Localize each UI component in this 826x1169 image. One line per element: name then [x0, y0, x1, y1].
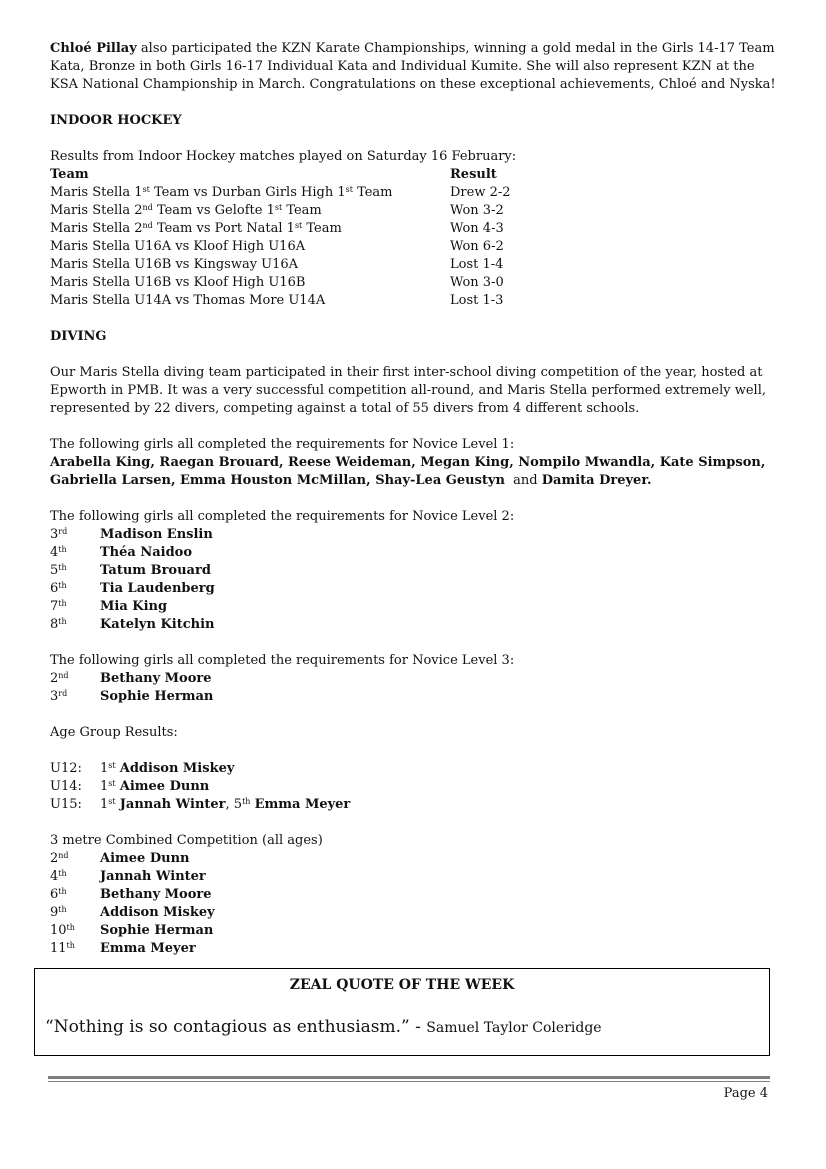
team-cell: [50, 238, 450, 256]
placing-number: 11: [50, 941, 67, 956]
team-cell: [50, 202, 450, 220]
quote-title: ZEAL QUOTE OF THE WEEK: [289, 977, 515, 993]
table-row: [50, 292, 780, 310]
ordinal-suffix: th: [58, 869, 67, 878]
hockey-table-header: [50, 166, 780, 184]
diver-name: Addison Miskey: [100, 905, 215, 920]
diver-name: Tatum Brouard: [100, 563, 211, 578]
diver-name: Emma Meyer: [100, 941, 196, 956]
placing-number: 8: [50, 617, 59, 632]
team-cell: [50, 292, 450, 310]
ordinal-suffix: nd: [58, 851, 69, 860]
level1-last-name: Damita Dreyer.: [541, 473, 652, 488]
placing: [50, 598, 100, 616]
placing-number: 6: [50, 581, 59, 596]
ordinal-suffix: th: [58, 563, 67, 572]
placing-number: 4: [50, 869, 59, 884]
placing-number: 5: [233, 797, 243, 812]
result-cell: Won 6-2: [450, 239, 504, 254]
team-text: Team vs Port Natal 1: [152, 221, 295, 236]
diver-name: Bethany Moore: [100, 887, 212, 902]
diver-name: Addison Miskey: [119, 761, 235, 776]
age-group-result: [100, 778, 209, 796]
result-cell: Won 3-0: [450, 275, 504, 290]
diver-name: Sophie Herman: [100, 689, 214, 704]
team-text: Maris Stella 2: [50, 221, 143, 236]
team-text: Team vs Durban Girls High 1: [149, 185, 346, 200]
table-row: [50, 184, 780, 202]
athlete-name: Chloé Pillay: [50, 41, 137, 56]
list-item: [50, 670, 780, 688]
ordinal-suffix: th: [58, 617, 67, 626]
ordinal-suffix: rd: [58, 689, 68, 698]
ordinal-suffix: nd: [58, 671, 69, 680]
level1-intro: The following girls all completed the requirements for Novice Level 1:: [50, 437, 515, 452]
quote-box: [34, 968, 770, 1056]
list-item: [50, 526, 780, 544]
placing: [50, 562, 100, 580]
placing-number: 2: [50, 851, 59, 866]
list-item: [50, 796, 780, 814]
level1-names: Arabella King, Raegan Brouard, Reese Weideman, Megan King, Nompilo Mwandla, Kate Simpson, Gabriella Larsen, Emma Houston McMillan, Shay-Lea Geustyn: [50, 455, 766, 488]
placing-number: 1: [100, 779, 109, 794]
diving-intro: Our Maris Stella diving team participated in their first inter-school diving competition of the year, hosted at Epworth in PMB. It was a very successful competition all-round, and Maris Stella performed extremely well, represented by 22 divers, competing against a total of 55 divers from 4 different schools.: [50, 365, 766, 416]
list-item: [50, 544, 780, 562]
placing-number: 7: [50, 599, 59, 614]
team-cell: [50, 220, 450, 238]
combined-list: [50, 850, 780, 958]
quote-author: Samuel Taylor Coleridge: [426, 1020, 602, 1036]
placing: [50, 922, 100, 940]
karate-text: also participated the KZN Karate Championships, winning a gold medal in the Girls 14-17 Team Kata, Bronze in both Girls 16-17 Individual Kata and Individual Kumite. She will also represent KZN at the KSA National Championship in March. Congratulations on these exceptional achievements, Chloé and Nyska!: [50, 41, 776, 92]
ordinal-suffix: st: [294, 221, 303, 230]
ordinal-suffix: st: [108, 797, 116, 806]
table-row: [50, 238, 780, 256]
diver-name: Aimee Dunn: [100, 851, 190, 866]
ordinal-suffix: th: [58, 905, 67, 914]
page-content: [50, 40, 780, 958]
team-text: Maris Stella U16B vs Kingsway U16A: [50, 257, 299, 272]
age-group-result: [100, 760, 234, 778]
list-item: [50, 562, 780, 580]
col-team-header: Team: [50, 167, 89, 182]
ordinal-suffix: th: [66, 941, 75, 950]
list-item: [50, 598, 780, 616]
team-text: Maris Stella U16A vs Kloof High U16A: [50, 239, 306, 254]
level1-names-paragraph: [50, 454, 780, 490]
separator: ,: [225, 797, 234, 812]
placing-number: 10: [50, 923, 67, 938]
level2-intro: The following girls all completed the requirements for Novice Level 2:: [50, 509, 515, 524]
list-item: [50, 940, 780, 958]
diver-name: Mia King: [100, 599, 168, 614]
list-item: [50, 580, 780, 598]
combined-intro: 3 metre Combined Competition (all ages): [50, 833, 323, 848]
age-group-label: U14:: [50, 779, 82, 794]
placing: [50, 580, 100, 598]
team-text: Team: [282, 203, 322, 218]
diver-name: Jannah Winter: [100, 869, 206, 884]
result-cell: Won 3-2: [450, 203, 504, 218]
list-item: [50, 886, 780, 904]
table-row: [50, 220, 780, 238]
placing-number: 1: [100, 797, 109, 812]
placing-number: 5: [50, 563, 59, 578]
team-text: Team vs Gelofte 1: [152, 203, 275, 218]
result-cell: Drew 2-2: [450, 185, 511, 200]
result-cell: Won 4-3: [450, 221, 504, 236]
team-text: Team: [352, 185, 393, 200]
placing: [50, 940, 100, 958]
table-row: [50, 274, 780, 292]
ordinal-suffix: th: [242, 797, 251, 806]
placing: [50, 886, 100, 904]
placing-number: 3: [50, 527, 59, 542]
diver-name: Tia Laudenberg: [100, 581, 215, 596]
list-item: [50, 778, 780, 796]
list-item: [50, 760, 780, 778]
table-row: [50, 256, 780, 274]
hockey-heading: INDOOR HOCKEY: [50, 113, 182, 128]
placing-number: 4: [50, 545, 59, 560]
list-item: [50, 688, 780, 706]
quote-line: [45, 1017, 602, 1037]
diver-name: Emma Meyer: [254, 797, 351, 812]
team-text: Maris Stella U16B vs Kloof High U16B: [50, 275, 306, 290]
col-result-header: Result: [450, 167, 497, 182]
ordinal-suffix: st: [142, 185, 150, 194]
ordinal-suffix: st: [108, 779, 116, 788]
karate-paragraph: [50, 40, 780, 94]
placing: [50, 670, 100, 688]
diver-name: Théa Naidoo: [100, 545, 193, 560]
table-row: [50, 202, 780, 220]
age-group-label: U15:: [50, 797, 82, 812]
placing-number: 3: [50, 689, 59, 704]
age-group-result: [100, 796, 350, 814]
placing: [50, 544, 100, 562]
ordinal-suffix: st: [108, 761, 116, 770]
level3-list: [50, 670, 780, 706]
ordinal-suffix: st: [345, 185, 353, 194]
result-cell: Lost 1-3: [450, 293, 504, 308]
team-cell: [50, 256, 450, 274]
ordinal-suffix: th: [58, 545, 67, 554]
age-group-list: [50, 760, 780, 814]
team-text: Maris Stella 2: [50, 203, 143, 218]
list-item: [50, 904, 780, 922]
footer-divider: [48, 1076, 770, 1080]
placing: [50, 616, 100, 634]
ordinal-suffix: nd: [142, 203, 153, 212]
team-cell: [50, 184, 450, 202]
team-text: Maris Stella 1: [50, 185, 143, 200]
hockey-results: [50, 184, 780, 310]
ordinal-suffix: th: [58, 599, 67, 608]
placing-number: 2: [50, 671, 59, 686]
diver-name: Jannah Winter: [119, 797, 226, 812]
diver-name: Madison Enslin: [100, 527, 213, 542]
level2-list: [50, 526, 780, 634]
ordinal-suffix: rd: [58, 527, 68, 536]
placing-number: 1: [100, 761, 109, 776]
placing: [50, 688, 100, 706]
quote-dash: -: [409, 1017, 427, 1037]
list-item: [50, 616, 780, 634]
diver-name: Aimee Dunn: [119, 779, 210, 794]
placing: [50, 526, 100, 544]
level3-intro: The following girls all completed the requirements for Novice Level 3:: [50, 653, 515, 668]
team-text: Maris Stella U14A vs Thomas More U14A: [50, 293, 326, 308]
result-cell: Lost 1-4: [450, 257, 504, 272]
team-text: Team: [302, 221, 342, 236]
placing: [50, 868, 100, 886]
placing: [50, 904, 100, 922]
ordinal-suffix: th: [58, 581, 67, 590]
placing: [50, 850, 100, 868]
ordinal-suffix: nd: [142, 221, 153, 230]
list-item: [50, 850, 780, 868]
diver-name: Bethany Moore: [100, 671, 212, 686]
hockey-intro: Results from Indoor Hockey matches played on Saturday 16 February:: [50, 149, 517, 164]
list-item: [50, 922, 780, 940]
page-number: Page 4: [723, 1086, 768, 1101]
diving-heading: DIVING: [50, 329, 107, 344]
list-item: [50, 868, 780, 886]
diver-name: Katelyn Kitchin: [100, 617, 215, 632]
placing-number: 9: [50, 905, 59, 920]
age-group-label: U12:: [50, 761, 82, 776]
age-group-intro: Age Group Results:: [50, 725, 178, 740]
diver-name: Sophie Herman: [100, 923, 214, 938]
team-cell: [50, 274, 450, 292]
ordinal-suffix: th: [58, 887, 67, 896]
footer-divider-thin: [48, 1081, 770, 1082]
quote-text: “Nothing is so contagious as enthusiasm.”: [45, 1017, 410, 1037]
ordinal-suffix: st: [274, 203, 283, 212]
ordinal-suffix: th: [66, 923, 75, 932]
placing-number: 6: [50, 887, 59, 902]
level1-and: and: [504, 473, 542, 488]
